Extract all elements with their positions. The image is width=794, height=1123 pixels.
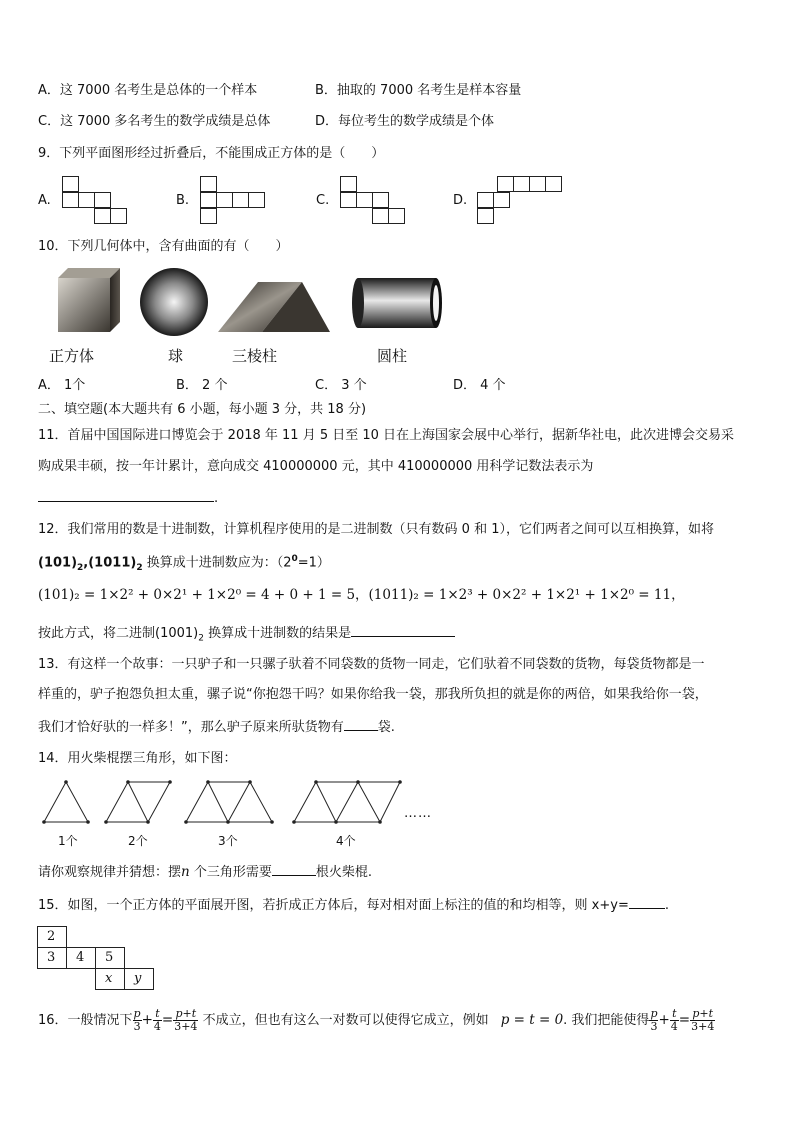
q8-option-d: D．每位考生的数学成绩是个体 bbox=[315, 114, 495, 129]
q8-option-b: B．抽取的 7000 名考生是样本容量 bbox=[315, 83, 522, 98]
cylinder-shape bbox=[352, 278, 442, 328]
q14-label-4: 4个 bbox=[336, 834, 356, 848]
shape-label-prism: 三棱柱 bbox=[232, 347, 278, 365]
q15-answer-blank[interactable] bbox=[629, 895, 665, 909]
q12-line4: 按此方式，将二进制$(1001)_2$ 换算成十进制数的结果是 bbox=[38, 623, 455, 648]
shape-label-cylinder: 圆柱 bbox=[377, 347, 408, 365]
q9-label-b: B. bbox=[176, 193, 190, 208]
q10-option-c: C． 3 个 bbox=[315, 378, 367, 393]
q8-option-a: A．这 7000 名考生是总体的一个样本 bbox=[38, 83, 258, 98]
q13-line2: 样重的，驴子抱怨负担太重，骡子说“你抱怨干吗？如果你给我一袋，那我所负担的就是你的两倍，如果我给你一袋， bbox=[38, 687, 708, 702]
q11-answer-blank[interactable] bbox=[38, 488, 214, 502]
q11-line2: 购成果丰硕，按一年计累计，意向成交 410000000 元，其中 410000000 用科学记数法表示为 bbox=[38, 459, 594, 474]
q14-label-2: 2个 bbox=[128, 834, 148, 848]
q14-stem: 14．用火柴棍摆三角形，如下图： bbox=[38, 751, 237, 766]
q8-option-c: C．这 7000 多名考生的数学成绩是总体 bbox=[38, 114, 271, 129]
q12-answer-blank[interactable] bbox=[351, 623, 455, 637]
q16-line: 16．一般情况下 $\frac{p}{3}$ + $\frac{t}{4}$ = $\frac{p+t}{3+4}$ 不成立，但也有这么一对数可以使得它成立，例如 p = t = 0. 我们把能使得 $\frac{p}{3}$ + $\frac{t}{4}$ = $\frac{p+t}{3+4}$ bbox=[38, 1007, 715, 1033]
q15-stem: 15．如图，一个正方体的平面展开图，若折成正方体后，每对相对面上标注的值的和均相等，则 x+y= . bbox=[38, 895, 669, 915]
q14-answer-blank[interactable] bbox=[272, 862, 316, 876]
q9-label-a: A. bbox=[38, 193, 51, 208]
q13-line3: 我们才恰好驮的一样多！”，那么驴子原来所驮货物有 袋. bbox=[38, 717, 395, 737]
q10-option-d: D． 4 个 bbox=[453, 378, 506, 393]
cube-shape bbox=[58, 268, 120, 332]
sphere-shape bbox=[140, 268, 208, 336]
q10-option-a: A． 1个 bbox=[38, 378, 86, 393]
q11-answer-line bbox=[38, 488, 218, 508]
q11-line1: 11．首届中国国际进口博览会于 2018 年 11 月 5 日至 10 日在上海国家会展中心举行，据新华社电，此次进博会交易采 bbox=[38, 428, 735, 443]
q13-answer-blank[interactable] bbox=[344, 717, 378, 731]
net-cell-y: y bbox=[124, 968, 154, 990]
q10-stem: 10．下列几何体中，含有曲面的有（ ） bbox=[38, 239, 289, 254]
net-cell-x: x bbox=[95, 968, 125, 990]
q9-label-c: C. bbox=[316, 193, 330, 208]
q12-line2: $(101)_2,(1011)_2$ 换算成十进制数应为：$(2^0=1)$ bbox=[38, 554, 330, 573]
q14-question: 请你观察规律并猜想：摆n 个三角形需要 根火柴棍. bbox=[38, 864, 372, 880]
q11-period: . bbox=[214, 491, 219, 506]
section-heading: 二、填空题(本大题共有 6 小题，每小题 3 分，共 18 分) bbox=[38, 402, 367, 417]
q14-matchstick-figure bbox=[40, 778, 410, 828]
q10-solids-figure bbox=[40, 268, 460, 340]
q9-stem: 9．下列平面图形经过折叠后，不能围成正方体的是（ ） bbox=[38, 146, 385, 161]
triangular-prism-shape bbox=[218, 282, 330, 332]
q14-label-1: 1个 bbox=[58, 834, 78, 848]
q12-formula: (101)₂ = 1×2² + 0×2¹ + 1×2⁰ = 4 + 0 + 1 = 5，(1011)₂ = 1×2³ + 0×2² + 1×2¹ + 1×2⁰ = 11， bbox=[38, 587, 685, 603]
net-cell-4: 4 bbox=[66, 947, 96, 969]
q10-option-b: B． 2 个 bbox=[176, 378, 228, 393]
net-cell-2: 2 bbox=[37, 926, 67, 948]
q14-ellipsis: …… bbox=[404, 806, 432, 821]
shape-label-sphere: 球 bbox=[168, 347, 184, 365]
q12-line1: 12．我们常用的数是十进制数，计算机程序使用的是二进制数（只有数码 0 和 1），它们两者之间可以互相换算，如将 bbox=[38, 522, 714, 537]
q14-label-3: 3个 bbox=[218, 834, 238, 848]
shape-label-cube: 正方体 bbox=[49, 347, 95, 365]
q13-line1: 13．有这样一个故事：一只驴子和一只骡子驮着不同袋数的货物一同走，它们驮着不同袋数的货物，每袋货物都是一 bbox=[38, 657, 705, 672]
net-cell-3: 3 bbox=[37, 947, 67, 969]
q9-label-d: D. bbox=[453, 193, 468, 208]
net-cell-5: 5 bbox=[95, 947, 125, 969]
